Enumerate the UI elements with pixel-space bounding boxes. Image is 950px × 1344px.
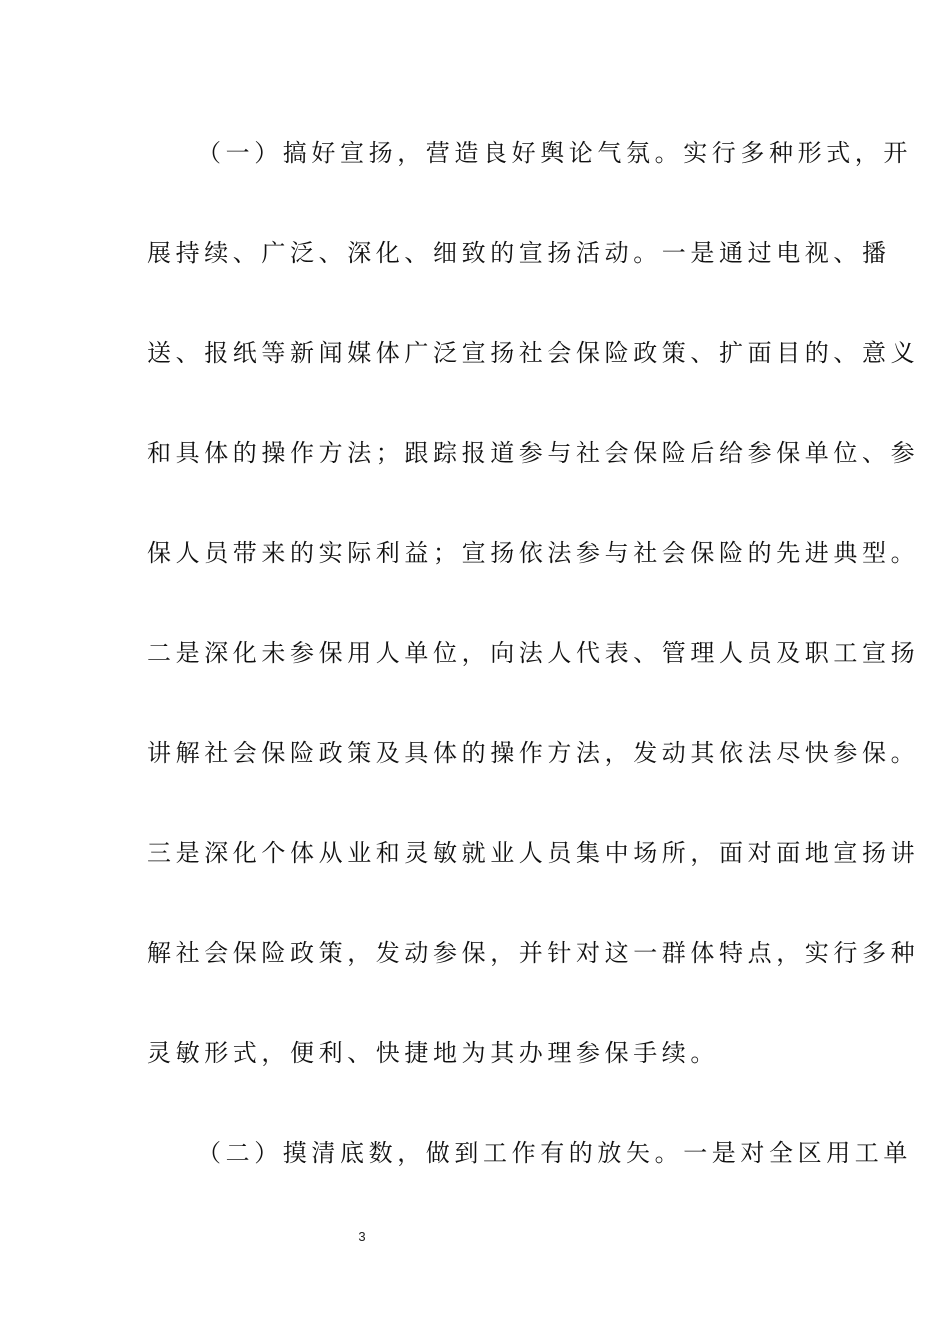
paragraph-1-line-6: 二是深化未参保用人单位，向法人代表、管理人员及职工宣扬	[147, 639, 920, 667]
paragraph-1-line-1: （一）搞好宣扬，营造良好舆论气氛。实行多种形式，开	[197, 139, 912, 167]
paragraph-2-line-1: （二）摸清底数，做到工作有的放矢。一是对全区用工单	[197, 1139, 912, 1167]
page-number: 3	[358, 1229, 366, 1244]
paragraph-1-line-10: 灵敏形式，便利、快捷地为其办理参保手续。	[147, 1039, 719, 1067]
paragraph-1-line-2: 展持续、广泛、深化、细致的宣扬活动。一是通过电视、播	[147, 239, 891, 267]
paragraph-1-line-7: 讲解社会保险政策及具体的操作方法，发动其依法尽快参保。	[147, 739, 920, 767]
paragraph-1-line-5: 保人员带来的实际利益；宣扬依法参与社会保险的先进典型。	[147, 539, 920, 567]
paragraph-1-line-8: 三是深化个体从业和灵敏就业人员集中场所，面对面地宣扬讲	[147, 839, 920, 867]
paragraph-1-line-9: 解社会保险政策，发动参保，并针对这一群体特点，实行多种	[147, 939, 920, 967]
paragraph-1-line-3: 送、报纸等新闻媒体广泛宣扬社会保险政策、扩面目的、意义	[147, 339, 920, 367]
paragraph-1-line-4: 和具体的操作方法；跟踪报道参与社会保险后给参保单位、参	[147, 439, 920, 467]
